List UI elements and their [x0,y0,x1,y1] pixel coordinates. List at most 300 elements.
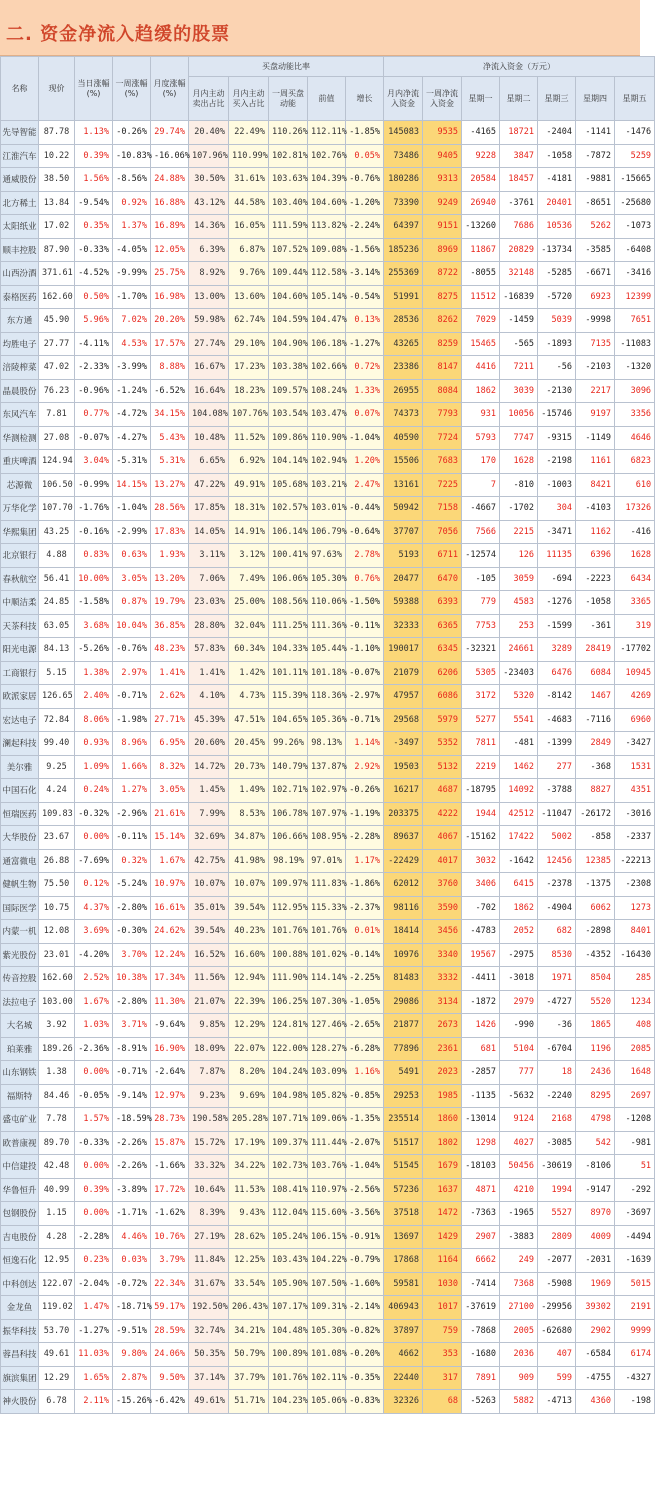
stock-name: 工商银行 [1,661,39,685]
week-inflow: 2673 [423,1014,462,1038]
month-buy-ratio: 16.60% [229,943,269,967]
month-pct: 29.74% [151,121,189,145]
stock-name: 中科创达 [1,1272,39,1296]
stock-name: 北京银行 [1,544,39,568]
month-sell-ratio: 20.60% [189,732,229,756]
mon-inflow: -702 [462,896,500,920]
thu-inflow: 1467 [576,685,615,709]
week-pct: 4.46% [113,1225,151,1249]
mon-inflow: 11512 [462,285,500,309]
week-inflow: 3332 [423,967,462,991]
month-sell-ratio: 23.03% [189,591,229,615]
week-pct: 0.87% [113,591,151,615]
day-pct: -2.36% [75,1037,113,1061]
table-row [1,920,655,944]
price: 162.60 [39,285,75,309]
week-inflow: 1860 [423,1108,462,1132]
week-momentum: 100.41% [269,544,308,568]
prev-value: 104.47% [308,309,346,333]
day-pct: 2.52% [75,967,113,991]
month-pct: 10.97% [151,873,189,897]
prev-value: 109.08% [308,238,346,262]
fri-inflow: -1320 [615,356,655,380]
wed-inflow: -5720 [538,285,576,309]
month-pct: 3.05% [151,779,189,803]
tue-inflow: 24661 [500,638,538,662]
price: 26.88 [39,849,75,873]
stock-name: 华熙集团 [1,520,39,544]
stock-name: 均胜电子 [1,332,39,356]
tue-inflow: -16839 [500,285,538,309]
month-inflow: 98116 [384,896,423,920]
growth: -1.86% [346,873,384,897]
week-inflow: 6345 [423,638,462,662]
month-pct: -9.64% [151,1014,189,1038]
month-pct: 16.61% [151,896,189,920]
price: 12.08 [39,920,75,944]
fri-inflow: 10945 [615,661,655,685]
mon-inflow: -2857 [462,1061,500,1085]
price: 122.07 [39,1272,75,1296]
week-pct: -4.72% [113,403,151,427]
growth: 1.17% [346,849,384,873]
prev-value: 103.01% [308,497,346,521]
stock-name: 紫光股份 [1,943,39,967]
mon-inflow: -7363 [462,1202,500,1226]
week-pct: -4.27% [113,426,151,450]
week-pct: 0.03% [113,1249,151,1273]
month-pct: 8.88% [151,356,189,380]
wed-inflow: 407 [538,1343,576,1367]
month-sell-ratio: 10.64% [189,1178,229,1202]
wed-inflow: 5002 [538,826,576,850]
table-row [1,779,655,803]
table-row [1,1131,655,1155]
price: 126.65 [39,685,75,709]
stock-name: 华测检测 [1,426,39,450]
month-inflow: 13161 [384,473,423,497]
wed-inflow: -1058 [538,144,576,168]
growth: -2.28% [346,826,384,850]
month-buy-ratio: 22.49% [229,121,269,145]
day-pct: 4.37% [75,896,113,920]
month-pct: 59.17% [151,1296,189,1320]
tue-inflow: 4210 [500,1178,538,1202]
stock-name: 山东钢铁 [1,1061,39,1085]
month-sell-ratio: 28.80% [189,614,229,638]
stock-name: 顺丰控股 [1,238,39,262]
stock-name: 健帆生物 [1,873,39,897]
header-month-buy-ratio: 月内主动 买入占比 [229,77,269,121]
month-inflow: 43265 [384,332,423,356]
prev-value: 110.06% [308,591,346,615]
fri-inflow: 1234 [615,990,655,1014]
growth: 1.33% [346,379,384,403]
growth: -1.04% [346,1155,384,1179]
wed-inflow: 682 [538,920,576,944]
fri-inflow: 285 [615,967,655,991]
wed-inflow: -1599 [538,614,576,638]
wed-inflow: -2378 [538,873,576,897]
stock-name: 天茶科技 [1,614,39,638]
day-pct: -0.16% [75,520,113,544]
month-inflow: 145083 [384,121,423,145]
table-row [1,497,655,521]
table-row [1,1272,655,1296]
month-sell-ratio: 50.35% [189,1343,229,1367]
tue-inflow: 3847 [500,144,538,168]
thu-inflow: 5262 [576,215,615,239]
wed-inflow: -4713 [538,1390,576,1414]
price: 12.29 [39,1366,75,1390]
week-inflow: 8147 [423,356,462,380]
table-row [1,379,655,403]
month-sell-ratio: 33.32% [189,1155,229,1179]
tue-inflow: 5104 [500,1037,538,1061]
week-pct: -5.24% [113,873,151,897]
month-inflow: 57236 [384,1178,423,1202]
table-row [1,755,655,779]
thu-inflow: 2436 [576,1061,615,1085]
month-pct: 1.41% [151,661,189,685]
prev-value: 103.76% [308,1155,346,1179]
price: 9.25 [39,755,75,779]
table-row [1,826,655,850]
table-row [1,614,655,638]
table-row [1,943,655,967]
thu-inflow: 6923 [576,285,615,309]
wed-inflow: -29956 [538,1296,576,1320]
prev-value: 111.36% [308,614,346,638]
month-pct: 12.24% [151,943,189,967]
tue-inflow: -1642 [500,849,538,873]
thu-inflow: 1161 [576,450,615,474]
stock-name: 吉电股份 [1,1225,39,1249]
month-pct: 16.98% [151,285,189,309]
table-row [1,168,655,192]
tue-inflow: -990 [500,1014,538,1038]
mon-inflow: -1872 [462,990,500,1014]
table-row [1,567,655,591]
price: 6.78 [39,1390,75,1414]
thu-inflow: 2217 [576,379,615,403]
month-buy-ratio: 28.62% [229,1225,269,1249]
fri-inflow: 8401 [615,920,655,944]
header-day-pct: 当日涨幅 (%) [75,57,113,121]
tue-inflow: -481 [500,732,538,756]
prev-value: 108.95% [308,826,346,850]
day-pct: 2.11% [75,1390,113,1414]
fri-inflow: 6434 [615,567,655,591]
tue-inflow: 5541 [500,708,538,732]
price: 42.48 [39,1155,75,1179]
week-pct: -15.26% [113,1390,151,1414]
month-sell-ratio: 14.72% [189,755,229,779]
month-inflow: 17868 [384,1249,423,1273]
mon-inflow: -1135 [462,1084,500,1108]
wed-inflow: 20401 [538,191,576,215]
price: 4.24 [39,779,75,803]
week-momentum: 106.78% [269,802,308,826]
prev-value: 107.50% [308,1272,346,1296]
mon-inflow: -4165 [462,121,500,145]
mon-inflow: 5305 [462,661,500,685]
month-inflow: 51991 [384,285,423,309]
day-pct: -0.33% [75,1131,113,1155]
week-momentum: 104.59% [269,309,308,333]
price: 99.40 [39,732,75,756]
week-momentum: 103.38% [269,356,308,380]
month-buy-ratio: 14.91% [229,520,269,544]
fri-inflow: 1648 [615,1061,655,1085]
fri-inflow: 2697 [615,1084,655,1108]
table-row [1,1366,655,1390]
thu-inflow: 6084 [576,661,615,685]
mon-inflow: 1944 [462,802,500,826]
day-pct: -7.69% [75,849,113,873]
day-pct: 0.35% [75,215,113,239]
growth: 0.07% [346,403,384,427]
week-inflow: 5132 [423,755,462,779]
week-momentum: 104.65% [269,708,308,732]
day-pct: 1.56% [75,168,113,192]
table-row [1,1037,655,1061]
mon-inflow: 681 [462,1037,500,1061]
price: 27.77 [39,332,75,356]
week-inflow: 353 [423,1343,462,1367]
month-buy-ratio: 1.49% [229,779,269,803]
month-pct: 5.43% [151,426,189,450]
price: 72.84 [39,708,75,732]
price: 84.46 [39,1084,75,1108]
week-pct: 0.63% [113,544,151,568]
week-inflow: 8259 [423,332,462,356]
price: 84.13 [39,638,75,662]
week-inflow: 7683 [423,450,462,474]
thu-inflow: -7116 [576,708,615,732]
month-buy-ratio: 34.87% [229,826,269,850]
fri-inflow: 12399 [615,285,655,309]
mon-inflow: 7753 [462,614,500,638]
prev-value: 110.90% [308,426,346,450]
prev-value: 102.76% [308,144,346,168]
mon-inflow: 26940 [462,191,500,215]
month-pct: 1.93% [151,544,189,568]
growth: -2.25% [346,967,384,991]
growth: -1.05% [346,990,384,1014]
fri-inflow: 17326 [615,497,655,521]
wed-inflow: 5039 [538,309,576,333]
wed-inflow: -1399 [538,732,576,756]
week-inflow: 3134 [423,990,462,1014]
month-inflow: 203375 [384,802,423,826]
mon-inflow: 1426 [462,1014,500,1038]
week-pct: -0.76% [113,638,151,662]
prev-value: 105.82% [308,1084,346,1108]
mon-inflow: 20584 [462,168,500,192]
week-pct: 3.70% [113,943,151,967]
week-momentum: 98.19% [269,849,308,873]
thu-inflow: -1149 [576,426,615,450]
month-buy-ratio: 31.61% [229,168,269,192]
mon-inflow: -1680 [462,1343,500,1367]
stock-name: 金龙鱼 [1,1296,39,1320]
growth: -1.85% [346,121,384,145]
wed-inflow: -4904 [538,896,576,920]
week-momentum: 104.60% [269,285,308,309]
prev-value: 110.97% [308,1178,346,1202]
wed-inflow: -1276 [538,591,576,615]
month-pct: 9.50% [151,1366,189,1390]
mon-inflow: -105 [462,567,500,591]
price: 24.85 [39,591,75,615]
table-row [1,1390,655,1414]
prev-value: 106.15% [308,1225,346,1249]
week-pct: 0.32% [113,849,151,873]
month-sell-ratio: 20.40% [189,121,229,145]
tue-inflow: -1965 [500,1202,538,1226]
week-inflow: 8722 [423,262,462,286]
mon-inflow: -13014 [462,1108,500,1132]
stock-name: 万华化学 [1,497,39,521]
price: 10.22 [39,144,75,168]
week-momentum: 102.81% [269,144,308,168]
wed-inflow: -1003 [538,473,576,497]
month-sell-ratio: 7.99% [189,802,229,826]
week-pct: 4.53% [113,332,151,356]
growth: 2.92% [346,755,384,779]
thu-inflow: -368 [576,755,615,779]
prev-value: 127.46% [308,1014,346,1038]
table-row [1,544,655,568]
week-momentum: 109.97% [269,873,308,897]
wed-inflow: 8530 [538,943,576,967]
fri-inflow: 4269 [615,685,655,709]
month-inflow: 51517 [384,1131,423,1155]
tue-inflow: -565 [500,332,538,356]
mon-inflow: 3406 [462,873,500,897]
mon-inflow: -4411 [462,967,500,991]
prev-value: 104.39% [308,168,346,192]
fri-inflow: 6823 [615,450,655,474]
header-week-inflow: 一周净流 入资金 [423,77,462,121]
wed-inflow: -694 [538,567,576,591]
mon-inflow: 9228 [462,144,500,168]
week-inflow: 1802 [423,1131,462,1155]
thu-inflow: -858 [576,826,615,850]
tue-inflow: 7747 [500,426,538,450]
prev-value: 109.31% [308,1296,346,1320]
month-pct: 25.75% [151,262,189,286]
fri-inflow: 6960 [615,708,655,732]
stock-name: 国际医学 [1,896,39,920]
month-inflow: 40590 [384,426,423,450]
week-inflow: 6470 [423,567,462,591]
month-inflow: 74373 [384,403,423,427]
mon-inflow: -32321 [462,638,500,662]
month-sell-ratio: 4.10% [189,685,229,709]
fri-inflow: -16430 [615,943,655,967]
growth: -0.07% [346,661,384,685]
stock-name: 芯源微 [1,473,39,497]
price: 38.50 [39,168,75,192]
prev-value: 103.09% [308,1061,346,1085]
wed-inflow: -3085 [538,1131,576,1155]
month-sell-ratio: 27.19% [189,1225,229,1249]
fri-inflow: -17702 [615,638,655,662]
price: 45.90 [39,309,75,333]
table-row [1,262,655,286]
table-row [1,1343,655,1367]
thu-inflow: 8970 [576,1202,615,1226]
month-pct: 27.71% [151,708,189,732]
tue-inflow: 253 [500,614,538,638]
week-momentum: 110.26% [269,121,308,145]
wed-inflow: -2404 [538,121,576,145]
growth: -0.91% [346,1225,384,1249]
price: 53.70 [39,1319,75,1343]
week-inflow: 7724 [423,426,462,450]
prev-value: 105.14% [308,285,346,309]
month-buy-ratio: 34.22% [229,1155,269,1179]
price: 87.90 [39,238,75,262]
week-inflow: 9405 [423,144,462,168]
week-pct: -18.71% [113,1296,151,1320]
prev-value: 102.94% [308,450,346,474]
month-buy-ratio: 6.92% [229,450,269,474]
week-momentum: 111.90% [269,967,308,991]
week-pct: 1.27% [113,779,151,803]
week-pct: -9.14% [113,1084,151,1108]
growth: -3.56% [346,1202,384,1226]
wed-inflow: 18 [538,1061,576,1085]
week-pct: 3.05% [113,567,151,591]
price: 23.01 [39,943,75,967]
month-sell-ratio: 16.52% [189,943,229,967]
tue-inflow: 4027 [500,1131,538,1155]
month-pct: 10.76% [151,1225,189,1249]
week-inflow: 4017 [423,849,462,873]
thu-inflow: 4360 [576,1390,615,1414]
day-pct: 8.06% [75,708,113,732]
price: 76.23 [39,379,75,403]
week-momentum: 109.44% [269,262,308,286]
tue-inflow: 14092 [500,779,538,803]
table-row [1,1014,655,1038]
day-pct: -0.05% [75,1084,113,1108]
fri-inflow: -416 [615,520,655,544]
thu-inflow: 1162 [576,520,615,544]
stock-name: 美尔雅 [1,755,39,779]
week-pct: -2.80% [113,896,151,920]
prev-value: 105.30% [308,1319,346,1343]
mon-inflow: 4871 [462,1178,500,1202]
day-pct: 10.00% [75,567,113,591]
header-week-pct: 一周涨幅 (%) [113,57,151,121]
thu-inflow: -361 [576,614,615,638]
week-pct: -1.71% [113,1202,151,1226]
week-inflow: 9151 [423,215,462,239]
day-pct: -2.04% [75,1272,113,1296]
mon-inflow: 3172 [462,685,500,709]
wed-inflow: -3471 [538,520,576,544]
week-momentum: 101.11% [269,661,308,685]
month-inflow: 37518 [384,1202,423,1226]
week-inflow: 1017 [423,1296,462,1320]
week-momentum: 105.24% [269,1225,308,1249]
mon-inflow: -7868 [462,1319,500,1343]
mon-inflow: 7811 [462,732,500,756]
